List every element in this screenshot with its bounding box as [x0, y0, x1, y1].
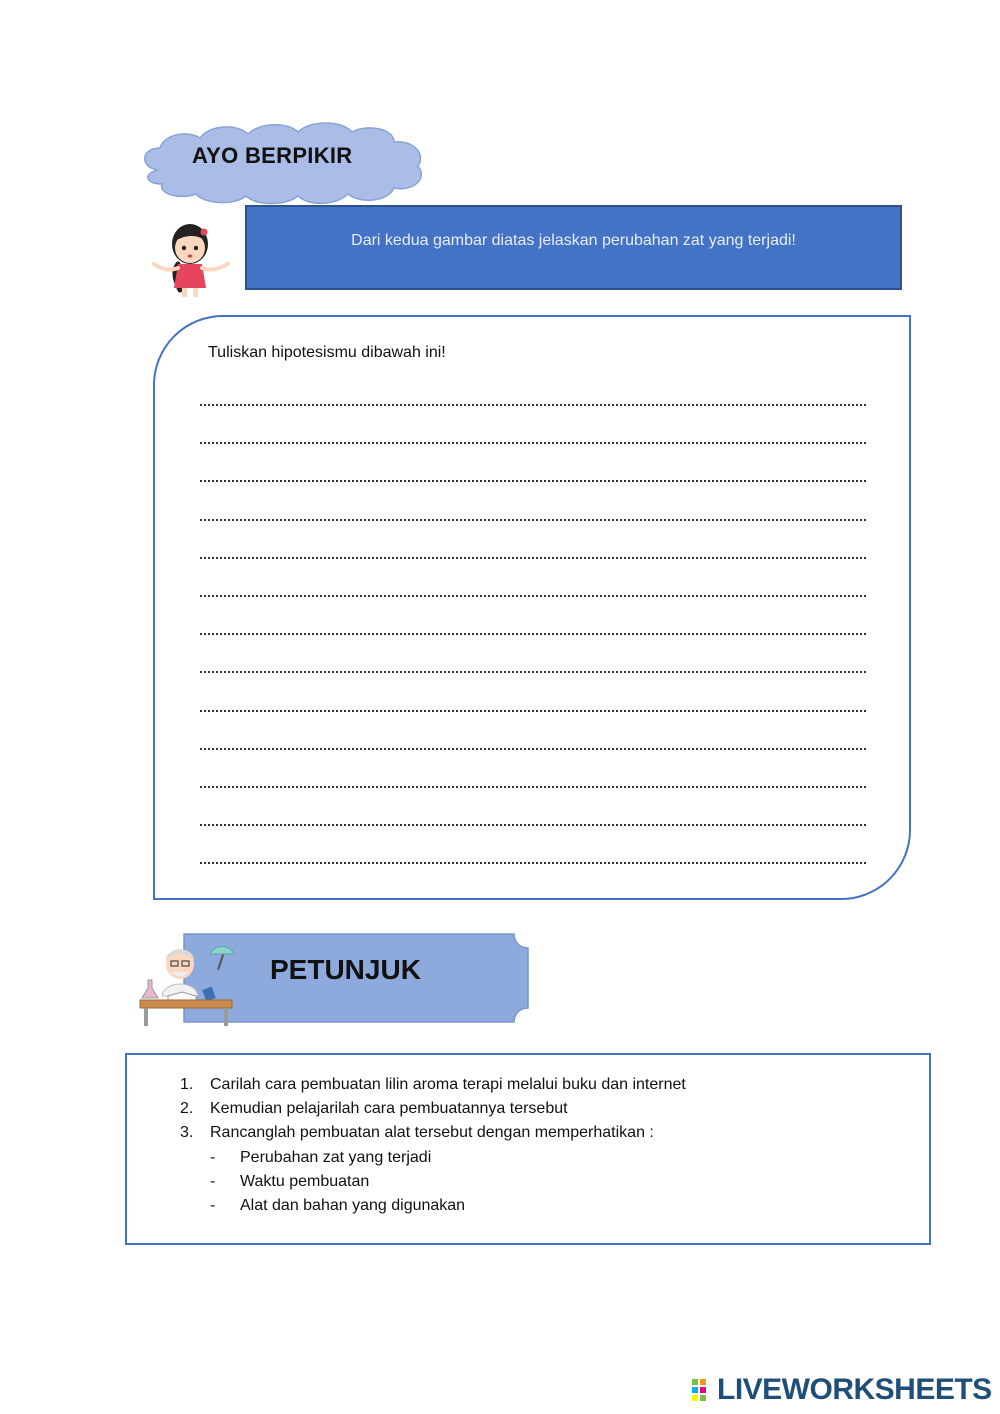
answer-line[interactable]: [200, 862, 866, 864]
liveworksheets-logo-icon: [692, 1379, 714, 1401]
answer-line[interactable]: [200, 595, 866, 597]
sub-item-text: Waktu pembuatan: [240, 1173, 370, 1190]
answer-line[interactable]: [200, 786, 866, 788]
step-text: Rancanglah pembuatan alat tersebut dengan memperhatikan :: [210, 1124, 654, 1141]
hypothesis-prompt: Tuliskan hipotesismu dibawah ini!: [208, 344, 446, 361]
sub-item-dash: -: [210, 1173, 216, 1190]
answer-line[interactable]: [200, 824, 866, 826]
sub-item-text: Alat dan bahan yang digunakan: [240, 1197, 466, 1214]
answer-line[interactable]: [200, 671, 866, 673]
step-number: 2.: [180, 1100, 194, 1117]
answer-line[interactable]: [200, 442, 866, 444]
instruction-text: Dari kedua gambar diatas jelaskan perubahan zat yang terjadi!: [351, 231, 796, 249]
instruction-box: [245, 205, 902, 290]
thinking-girl-icon: [150, 220, 234, 298]
answer-line[interactable]: [200, 480, 866, 482]
hypothesis-box: [153, 315, 911, 900]
sub-item-dash: -: [210, 1149, 216, 1166]
answer-line[interactable]: [200, 748, 866, 750]
step-text: Kemudian pelajarilah cara pembuatannya tersebut: [210, 1100, 568, 1117]
section-title-guide: PETUNJUK: [270, 954, 421, 985]
sub-item-text: Perubahan zat yang terjadi: [240, 1149, 432, 1166]
answer-line[interactable]: [200, 557, 866, 559]
step-text: Carilah cara pembuatan lilin aroma terapi melalui buku dan internet: [210, 1076, 686, 1093]
answer-line[interactable]: [200, 519, 866, 521]
answer-line[interactable]: [200, 404, 866, 406]
section-title-think: AYO BERPIKIR: [192, 143, 353, 168]
logo-text: LIVEWORKSHEETS: [717, 1373, 992, 1406]
answer-line[interactable]: [200, 633, 866, 635]
scientist-desk-icon: [138, 940, 238, 1028]
sub-item-dash: -: [210, 1197, 216, 1214]
step-number: 3.: [180, 1124, 194, 1141]
answer-line[interactable]: [200, 710, 866, 712]
step-number: 1.: [180, 1076, 194, 1093]
liveworksheets-logo[interactable]: [692, 1373, 992, 1407]
